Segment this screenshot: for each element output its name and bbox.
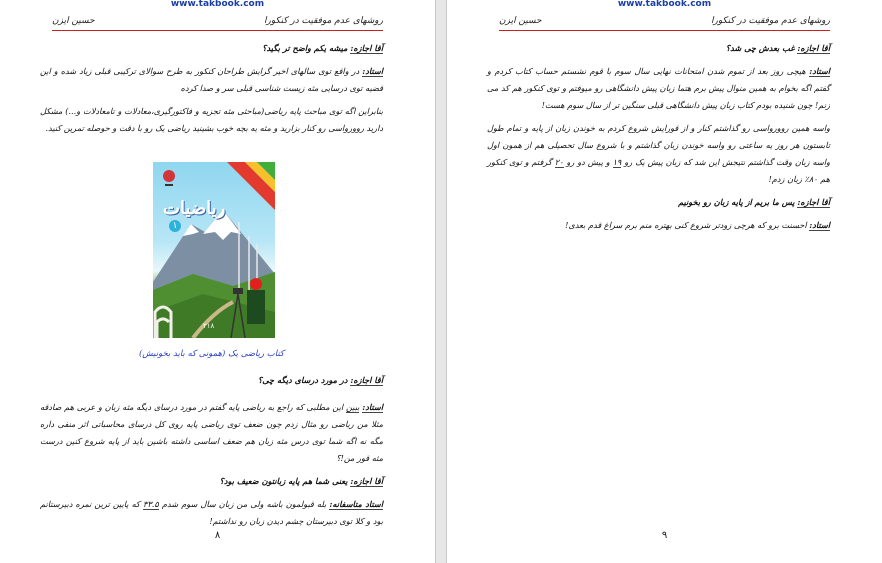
cover-title: ریاضیات [163, 198, 226, 219]
speaker-label: استاد: [809, 66, 830, 76]
left-body-bottom [40, 372, 383, 530]
speaker-label: آقا اجازه: [797, 197, 830, 207]
header-author: حسین ایزن [52, 16, 95, 26]
running-header [499, 14, 830, 31]
paragraph-text: و پیش دو رو [563, 157, 613, 167]
header-author: حسین ایزن [499, 16, 542, 26]
header-title: روشهای عدم موفقیت در کنکورا [711, 16, 830, 26]
speaker-label: آقا اجازه: [350, 375, 383, 385]
speaker-label: آقا اجازه: [350, 43, 383, 53]
question-text: یعنی شما هم پایه زبانتون ضعیف بود؟ [219, 476, 351, 486]
answer-text: بله قبولمون باشه ولی من زبان سال سوم شدم [158, 499, 330, 509]
running-header [52, 14, 383, 31]
paragraph: بنابراین اگه توی مباحث پایه ریاضی(مباحثی مثه تجزیه و فاکتورگیری،معادلات و تامعادلات و...) مشکل دارید روورواسی رو کنار بزارید و مثه یه بچه خوب بشینید ریاضی یک رو با دقت و حوصله تمرین کنید. [40, 106, 383, 133]
question [40, 40, 383, 57]
question [487, 40, 830, 57]
score-value: ۱۹ [612, 157, 622, 167]
speaker-label: استاد: [362, 66, 383, 76]
cover-code: ۲۱۸ [203, 322, 215, 330]
answer [40, 496, 383, 530]
question-text: غب بعدش چی شد؟ [725, 43, 798, 53]
question-text: میشه یکم واضح تر بگید؟ [262, 43, 351, 53]
left-body-top [40, 40, 383, 137]
speaker-label: استاد: [809, 220, 830, 230]
answer-text: هیچی روز بعد از تموم شدن امتحانات نهایی سال سوم با قوم نشستم حساب کتاب کردم و گفتم اگه بخوام به همین منوال پیش برم هتما زبان پیش دانشگاهی رو میوفتم و توی کنکور هم کد می زنم! چون شنیده بودم کتاب زبان پیش دانشگاهی قبلی سنگین تر از سال سوم هست! [487, 66, 830, 110]
question [487, 194, 830, 211]
question-text: در مورد درسای دیگه چی؟ [257, 375, 351, 385]
page-number: ۹ [661, 530, 668, 541]
paragraph-text: گرفتم و توی کنکور هم ۸۰٪ زبان زدم! [487, 157, 830, 184]
answer-text-cont: که پایین ترین نمره دبیرستانم بود و کلا توی دبیرستان چشم دیدن زبان رو نداشتم! [40, 499, 383, 526]
page-number: ۸ [214, 530, 221, 541]
image-caption: کتاب ریاضی یک (همونی که باید بخونیش) [138, 349, 285, 359]
speaker-label: استاد متاسفانه: [329, 499, 383, 509]
paragraph [487, 120, 830, 188]
answer [40, 63, 383, 97]
underlined-word: ببین [345, 402, 360, 412]
question [40, 473, 383, 490]
header-title: روشهای عدم موفقیت در کنکورا [264, 16, 383, 26]
site-url[interactable]: www.takbook.com [170, 0, 265, 9]
score-value: ۲۰ [554, 157, 564, 167]
answer [40, 399, 383, 467]
left-page [0, 0, 436, 563]
site-url[interactable]: www.takbook.com [617, 0, 712, 9]
book-cover-image [153, 162, 275, 338]
right-body [487, 40, 830, 234]
answer-text: احسنت برو که هرچی زودتر شروع کنی بهتره منم برم سراغ قدم بعدی! [565, 220, 810, 230]
book-cover-art [153, 162, 275, 338]
question [40, 372, 383, 389]
right-page [446, 0, 882, 563]
paragraph-text: واسه همین روورواسی رو گذاشتم کنار و از قورایش شروع کردم به خوندن زبان از پایه و تمام طول تابستون هر روز یه ساعتی رو واسه خوندن زبان گذاشتم و با شروع سال تحصیلی هم از همون اول واسه زبان وقت گذاشتم نتیجش این شد که زبان پیش یک رو [487, 123, 830, 167]
answer [487, 63, 830, 114]
answer-text: این مطلبی که راجع به ریاضی پایه گفتم در مورد درسای دیگه مثه زبان و عربی هم صادقه مثلا من ریاضی رو مثال زدم چون ضعف توی ریاضی پایه روی کل درسای محاسباتی اثر منفی داره مگه نه اگه شما توی درس مثه زبان هم ضعف اساسی داشته باشین باید از پایه شروع کنین درست مثه قور من!؟ [40, 402, 383, 463]
speaker-label: آقا اجازه: [797, 43, 830, 53]
answer [487, 217, 830, 234]
speaker-label: استاد: [362, 402, 383, 412]
cover-volume: ۱ [169, 220, 181, 232]
answer-text: در واقع توی سالهای اخیر گرایش طراحان کنکور به طرح سوالای ترکیبی قبلی زیاد شده و این قضیه توی درسایی مثه زیست شناسی قبلی سر و صدا کرده [40, 66, 383, 93]
question-text: پس ما بریم از پایه زبان رو بخونیم [678, 197, 798, 207]
speaker-label: آقا اجازه: [350, 476, 383, 486]
score-value: ۳۳.۵ [143, 499, 159, 509]
